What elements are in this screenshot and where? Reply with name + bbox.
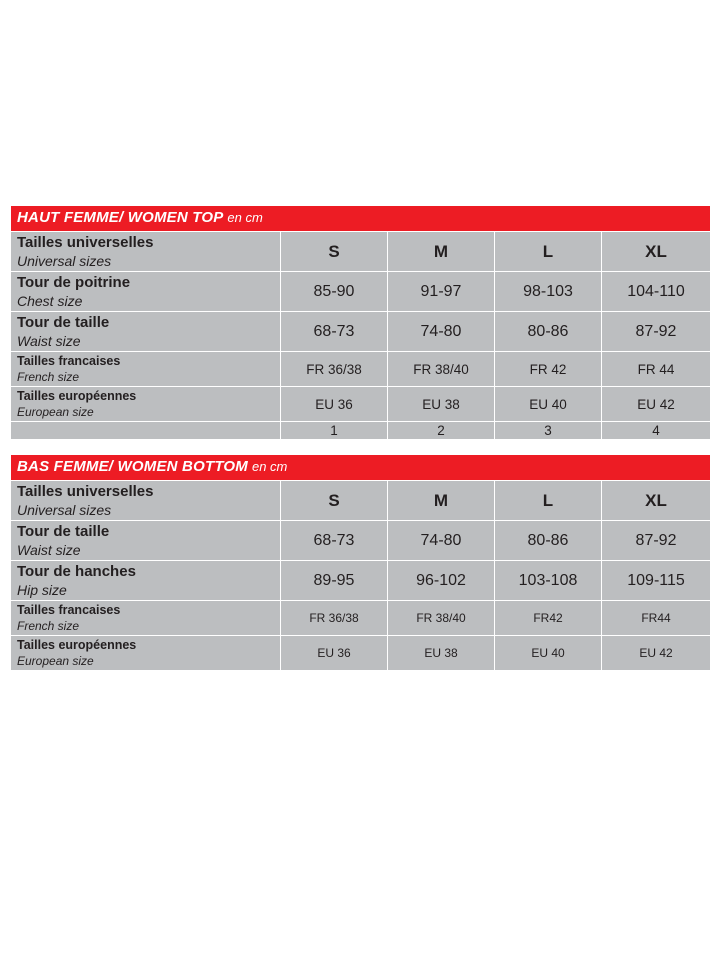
size-guide-page (10, 205, 710, 671)
row-value: 68-73 (281, 521, 388, 561)
row-label-en: European size (17, 654, 94, 668)
table-row (11, 352, 711, 387)
row-label-fr: Tour de taille (17, 523, 110, 540)
row-value: FR42 (495, 601, 602, 636)
table-gap (10, 440, 710, 454)
row-value: EU 38 (388, 387, 495, 422)
row-value: 80-86 (495, 521, 602, 561)
banner-unit: en cm (227, 210, 263, 225)
row-value: FR44 (602, 601, 711, 636)
row-value: EU 40 (495, 387, 602, 422)
row-label-cell (11, 272, 281, 312)
row-value: 74-80 (388, 521, 495, 561)
row-value: 103-108 (495, 561, 602, 601)
size-table-women-top (10, 205, 711, 440)
row-value: 87-92 (602, 521, 711, 561)
table-row (11, 601, 711, 636)
header-label-fr: Tailles universelles (17, 234, 154, 251)
row-label-fr: Tour de hanches (17, 563, 136, 580)
row-label-en: Waist size (17, 333, 81, 349)
banner-title: BAS FEMME/ WOMEN BOTTOM (17, 458, 248, 475)
row-value: FR 42 (495, 352, 602, 387)
header-size-m: M (388, 481, 495, 521)
table-header-row (11, 481, 711, 521)
table-banner-women-bottom (11, 455, 711, 481)
header-size-xl: XL (602, 481, 711, 521)
row-label-cell (11, 352, 281, 387)
row-value: FR 38/40 (388, 352, 495, 387)
row-label-fr: Tailles européennes (17, 389, 137, 403)
table-banner-women-top (11, 206, 711, 232)
header-label-cell (11, 481, 281, 521)
header-size-l: L (495, 481, 602, 521)
table-row (11, 312, 711, 352)
header-size-m: M (388, 232, 495, 272)
row-label-cell (11, 387, 281, 422)
row-value: EU 36 (281, 636, 388, 671)
header-label-cell (11, 232, 281, 272)
row-label-fr: Tour de poitrine (17, 274, 131, 291)
size-table-women-bottom (10, 454, 711, 671)
row-value: 2 (388, 422, 495, 440)
row-value: 104-110 (602, 272, 711, 312)
row-label-en: French size (17, 370, 80, 384)
header-label-fr: Tailles universelles (17, 483, 154, 500)
table-row (11, 561, 711, 601)
row-value: 96-102 (388, 561, 495, 601)
row-value: FR 38/40 (388, 601, 495, 636)
banner-title: HAUT FEMME/ WOMEN TOP (17, 209, 224, 226)
row-label-fr: Tailles européennes (17, 638, 137, 652)
table-row (11, 521, 711, 561)
row-label-en: Waist size (17, 542, 81, 558)
row-label-cell (11, 422, 281, 440)
row-label-en: French size (17, 619, 80, 633)
row-label-cell (11, 636, 281, 671)
header-size-s: S (281, 232, 388, 272)
row-value: 89-95 (281, 561, 388, 601)
row-label-cell (11, 561, 281, 601)
row-value: 85-90 (281, 272, 388, 312)
row-value: 4 (602, 422, 711, 440)
table-row (11, 636, 711, 671)
banner-unit: en cm (251, 459, 288, 474)
header-size-s: S (281, 481, 388, 521)
row-label-fr: Tour de taille (17, 314, 110, 331)
row-value: FR 36/38 (281, 352, 388, 387)
banner-cell (11, 206, 711, 232)
header-label-en: Universal sizes (17, 502, 112, 518)
row-label-cell (11, 601, 281, 636)
row-value: EU 42 (602, 387, 711, 422)
row-value: EU 38 (388, 636, 495, 671)
table-row (11, 387, 711, 422)
row-label-en: Chest size (17, 293, 83, 309)
row-label-fr: Tailles francaises (17, 354, 121, 368)
table-row (11, 422, 711, 440)
row-value: 74-80 (388, 312, 495, 352)
table-header-row (11, 232, 711, 272)
row-value: 98-103 (495, 272, 602, 312)
row-label-cell (11, 312, 281, 352)
row-value: 68-73 (281, 312, 388, 352)
banner-cell (11, 455, 711, 481)
row-value: EU 40 (495, 636, 602, 671)
row-value: 80-86 (495, 312, 602, 352)
row-value: 3 (495, 422, 602, 440)
row-label-fr: Tailles francaises (17, 603, 121, 617)
row-value: 109-115 (602, 561, 711, 601)
row-value: 1 (281, 422, 388, 440)
row-value: EU 36 (281, 387, 388, 422)
row-label-en: European size (17, 405, 94, 419)
row-value: FR 36/38 (281, 601, 388, 636)
row-value: FR 44 (602, 352, 711, 387)
header-label-en: Universal sizes (17, 253, 112, 269)
row-label-cell (11, 521, 281, 561)
row-value: 87-92 (602, 312, 711, 352)
header-size-l: L (495, 232, 602, 272)
row-label-en: Hip size (17, 582, 67, 598)
row-value: 91-97 (388, 272, 495, 312)
table-row (11, 272, 711, 312)
row-value: EU 42 (602, 636, 711, 671)
header-size-xl: XL (602, 232, 711, 272)
